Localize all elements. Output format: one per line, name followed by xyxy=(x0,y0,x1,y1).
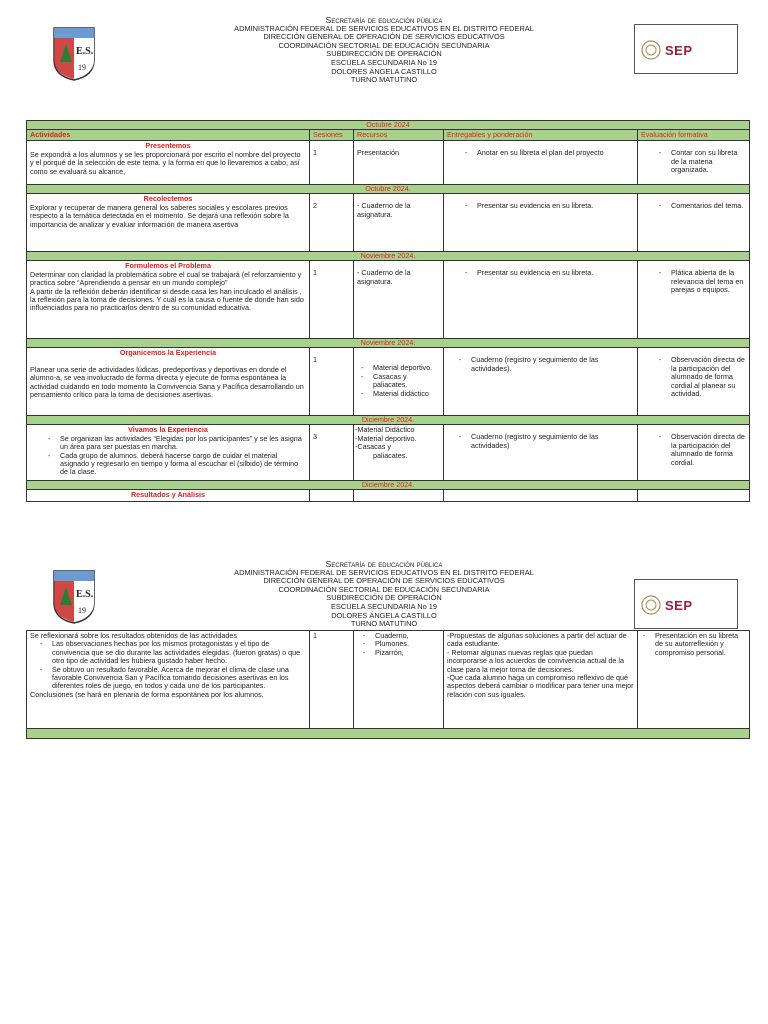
activity-text: Explorar y recuperar de manera general los saberes sociales y escolares previos respecto a la temática detectada en el momento. Se dejará una reflexión sobre la importancia de analizar y evaluar información de manera asertiva xyxy=(30,202,289,229)
deliverable-item: -Propuestas de algunas soluciones a partir del actuar de cada estudiante. xyxy=(447,631,627,649)
activity-title: Recolectemos xyxy=(143,194,193,204)
results-intro: Se reflexionará sobre los resultados obtenidos de las actividades xyxy=(30,631,237,640)
header-line-1: Secretaría de educación pública xyxy=(325,559,443,569)
seal-icon xyxy=(641,595,661,615)
table-row xyxy=(27,631,750,729)
logo-number: 19 xyxy=(78,63,86,72)
deliverable-item: -Que cada alumno haga un compromiso reflexivo de qué aspectos deberá cambiar o modificar para tener una mejor relación con sus iguales. xyxy=(447,673,634,699)
header-line-2: ADMINISTRACIÓN FEDERAL DE SERVICIOS EDUCATIVOS EN EL DISTRITO FEDERAL xyxy=(234,23,534,33)
results-item: - Se obtuvo un resultado favorable. Acerca de mejorar el clima de clase una favorable Convivencia San y Pacífica tomando decisiones asertivas en los diferentes roles de juego, en todos y cada uno de los participantes. xyxy=(52,666,306,691)
month-row: Diciembre 2024. xyxy=(27,481,750,490)
header-line-1: Secretaría de educación pública xyxy=(325,15,443,25)
header-line-7: DOLORES ÁNGELA CASTILLO xyxy=(331,610,437,620)
activity-text: Determinar con claridad la problemática sobre el cual se trabajará (el reforzamiento y practica sobre “Aprendiendo a pensar en un mundo complejo” xyxy=(30,269,302,288)
sep-logo-box xyxy=(634,24,738,74)
resource-item: - Casacas y paliacates. xyxy=(373,373,440,390)
month-row: Octubre 2024. xyxy=(27,185,750,194)
month-row: Noviembre 2024. xyxy=(27,339,750,348)
activity-title: Resultados y Análisis xyxy=(130,490,206,500)
resource-item: - Material deportivo. xyxy=(373,364,440,372)
resource-item: - Material didáctico xyxy=(373,390,440,398)
evaluation-item: - Observación directa de la participación del alumnado de forma cordial. xyxy=(671,433,746,467)
resource-item: - Plumones. xyxy=(375,640,440,648)
evaluation-item: - Presentación en su libreta de su autorreflexión y compromiso personal. xyxy=(655,632,746,657)
header-line-5: SUBDIRECCIÓN DE OPERACIÓN xyxy=(326,593,442,603)
month-row: Diciembre 2024. xyxy=(27,416,750,425)
deliverable-item: - Anotar en su libreta el plan del proyecto xyxy=(477,149,634,157)
header-line-4: COORDINACIÓN SECTORIAL DE EDUCACIÓN SECUNDARIA xyxy=(278,40,490,50)
resource-item: - Pizarrón, xyxy=(375,649,440,657)
resource-item: paliacates. xyxy=(373,450,408,460)
activity-title: Vivamos la Experiencia xyxy=(128,425,208,435)
evaluation-item: - Contar con su libreta de la materia organizada. xyxy=(671,149,746,174)
evaluation-item: - Plática abierta de la relevancia del tema en parejas o equipos. xyxy=(671,269,746,294)
activity-text: Planear una serie de actividades lúdicas, predeportivas y deportivas en donde el alumno-a, se vea involucrado de forma directa y ejecute de forma espontánea la actividad cuidando en todo momento la Convivencia Sana y Pacífica desarrollando un pensamiento crítico para la toma de decisiones asertivas. xyxy=(30,364,304,400)
header-line-8: TURNO MATUTINO xyxy=(350,75,418,85)
deliverable-item: - Cuaderno (registro y seguimiento de las actividades) xyxy=(471,433,634,450)
table-row xyxy=(27,348,750,416)
sessions-cell: 1 xyxy=(310,261,354,339)
table-row xyxy=(27,194,750,252)
month-row: Noviembre 2024. xyxy=(27,252,750,261)
activity-title: Presentemos xyxy=(145,141,191,151)
activity-title: Formulemos el Problema xyxy=(125,261,211,271)
activity-item: - Cada grupo de alumnos. deberá hacerse cargo de cuidar el material asignado y regresarlo en tiempo y forma al escuchar el (silbido) de término de la clase. xyxy=(60,452,306,477)
header-line-3: DIRECCIÓN GENERAL DE OPERACIÓN DE SERVICIOS EDUCATIVOS xyxy=(263,32,505,42)
sessions-cell: 3 xyxy=(310,425,354,481)
resources-cell: - Cuaderno de la asignatura. xyxy=(354,261,444,339)
logo-letters: E.S. xyxy=(76,46,94,57)
sessions-cell: 2 xyxy=(310,194,354,252)
page-2 xyxy=(0,555,768,815)
table-row xyxy=(27,261,750,339)
table-row xyxy=(27,425,750,481)
sep-logo-text: SEP xyxy=(665,597,693,613)
col-entregables: Entregables y ponderación xyxy=(444,130,638,141)
separator-row xyxy=(27,729,750,739)
sessions-cell: 1 xyxy=(310,141,354,185)
header-line-6: ESCUELA SECUNDARIA No 19 xyxy=(331,601,437,611)
plan-table xyxy=(26,120,750,502)
resources-cell: Presentación xyxy=(354,141,444,185)
header-line-7: DOLORES ÁNGELA CASTILLO xyxy=(331,66,437,76)
header-line-6: ESCUELA SECUNDARIA No 19 xyxy=(331,57,437,67)
activity-item: - Se organizan las actividades “Elegidas por los participantes” y se les asigna un área para ser puestas en marcha. xyxy=(60,435,306,452)
resource-item: - Cuaderno, xyxy=(375,632,440,640)
resource-item: -Material Didáctico xyxy=(355,425,415,435)
results-conclusion: Conclusiones (se hará en plenaria de forma espontánea por los alumnos. xyxy=(30,689,264,699)
resource-item: -Casacas y xyxy=(355,442,391,452)
evaluation-item: - Observación directa de la participación del alumnado de forma cordial al planear su actividad. xyxy=(671,356,746,398)
results-item: - Las observaciones hechas por los mismos protagonistas y el tipo de convivencia que se dio durante las actividades elegidas. (fueron gratas) o que otro tipo de actividad les hubiera gustado haber hecho. xyxy=(52,640,306,665)
col-sesiones: Sesiones xyxy=(310,130,354,141)
deliverable-item: - Presentar su evidencia en su libreta. xyxy=(477,202,634,210)
resources-cell: - Cuaderno de la asignatura. xyxy=(354,194,444,252)
logo-number: 19 xyxy=(78,606,86,615)
header-line-4: COORDINACIÓN SECTORIAL DE EDUCACIÓN SECUNDARIA xyxy=(278,584,490,594)
evaluation-item: - Comentarios del tema. xyxy=(671,202,746,210)
col-evaluacion: Evaluación formativa xyxy=(638,130,750,141)
header-line-8: TURNO MATUTINO xyxy=(350,619,418,629)
header-line-2: ADMINISTRACIÓN FEDERAL DE SERVICIOS EDUCATIVOS EN EL DISTRITO FEDERAL xyxy=(234,567,534,577)
month-row: Octubre 2024 xyxy=(27,121,750,130)
header-line-5: SUBDIRECCIÓN DE OPERACIÓN xyxy=(326,49,442,59)
table-row xyxy=(27,490,750,501)
deliverable-item: - Presentar su evidencia en su libreta. xyxy=(477,269,634,277)
sep-logo-box xyxy=(634,579,738,629)
results-table xyxy=(26,630,750,739)
activity-text: Se expondrá a los alumnos y se les proporcionará por escrito el nombre del proyecto y el porqué de la selección de este tema. y la forma en que lo llevaremos a cabo, así como se evaluará su alcance, xyxy=(30,149,301,176)
header-line-3: DIRECCIÓN GENERAL DE OPERACIÓN DE SERVICIOS EDUCATIVOS xyxy=(263,576,505,586)
col-actividades: Actividades xyxy=(27,130,310,141)
sessions-cell: 1 xyxy=(310,631,354,729)
sep-logo-text: SEP xyxy=(665,42,693,58)
resource-item: -Material deportivo. xyxy=(355,433,417,443)
seal-icon xyxy=(641,40,661,60)
activity-text: A partir de la reflexión deberán identificar si desde casa les han inculcado el análisis , la reflexión para la toma de decisiones. Y cuál es la causa o fuente de donde han sido influenciados para no practicarlos dentro de su comunidad educativa. xyxy=(30,286,304,313)
sessions-cell: 1 xyxy=(310,348,354,416)
deliverable-item: - Cuaderno (registro y seguimiento de las actividades). xyxy=(471,356,634,373)
col-recursos: Recursos xyxy=(354,130,444,141)
logo-letters: E.S. xyxy=(76,589,94,600)
deliverable-item: - Retomar algunas nuevas reglas que puedan incorporarse a los acuerdos de convivencia actual de la clase para la mejor toma de decisiones. xyxy=(447,647,624,674)
table-row xyxy=(27,141,750,185)
activity-title: Organicemos la Experiencia xyxy=(119,348,217,358)
column-headers xyxy=(27,130,750,141)
